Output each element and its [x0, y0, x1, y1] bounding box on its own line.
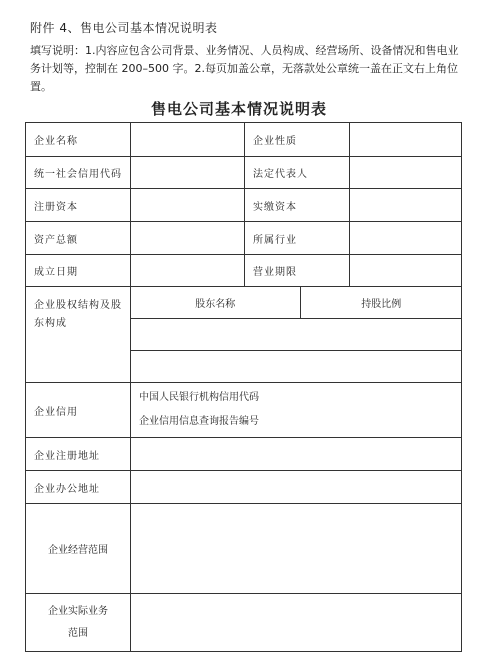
shareholder-row[interactable] — [131, 318, 462, 350]
pboc-code-label: 中国人民银行机构信用代码 — [139, 392, 259, 403]
company-nature-field[interactable] — [350, 123, 462, 157]
industry-field[interactable] — [350, 222, 462, 255]
business-term-label: 营业期限 — [245, 255, 350, 287]
business-term-field[interactable] — [350, 255, 462, 287]
business-scope-field[interactable] — [131, 504, 462, 594]
registered-capital-label: 注册资本 — [26, 189, 131, 222]
registered-capital-field[interactable] — [131, 189, 245, 222]
attachment-heading: 附件 4、售电公司基本情况说明表 — [30, 21, 218, 35]
shareholder-table — [131, 287, 462, 382]
office-address-field[interactable] — [131, 471, 462, 504]
credit-code-label: 统一社会信用代码 — [26, 157, 131, 189]
company-name-label: 企业名称 — [26, 123, 131, 157]
total-assets-field[interactable] — [131, 222, 245, 255]
credit-field[interactable] — [131, 383, 462, 438]
shareholder-section — [131, 287, 462, 383]
business-scope-label: 企业经营范围 — [26, 504, 131, 594]
total-assets-label: 资产总额 — [26, 222, 131, 255]
actual-business-field[interactable] — [131, 594, 462, 652]
legal-rep-field[interactable] — [350, 157, 462, 189]
legal-rep-label: 法定代表人 — [245, 157, 350, 189]
shareholder-row[interactable] — [131, 350, 462, 382]
established-label: 成立日期 — [26, 255, 131, 287]
company-name-field[interactable] — [131, 123, 245, 157]
credit-label: 企业信用 — [26, 383, 131, 438]
equity-structure-label: 企业股权结构及股东构成 — [26, 287, 131, 383]
credit-code-field[interactable] — [131, 157, 245, 189]
credit-report-label: 企业信用信息查询报告编号 — [139, 416, 259, 427]
office-address-label: 企业办公地址 — [26, 471, 131, 504]
paid-capital-field[interactable] — [350, 189, 462, 222]
actual-business-label: 企业实际业务范围 — [26, 594, 131, 652]
share-ratio-header: 持股比例 — [300, 287, 462, 318]
shareholder-name-header: 股东名称 — [131, 287, 300, 318]
registered-address-label: 企业注册地址 — [26, 438, 131, 471]
fill-instructions: 填写说明：1.内容应包含公司背景、业务情况、人员构成、经营场所、设备情况和售电业务计划等，控制在 200–500 字。2.每页加盖公章，无落款处公章统一盖在正文右上角位置。 — [30, 44, 459, 93]
paid-capital-label: 实缴资本 — [245, 189, 350, 222]
registered-address-field[interactable] — [131, 438, 462, 471]
company-nature-label: 企业性质 — [245, 123, 350, 157]
industry-label: 所属行业 — [245, 222, 350, 255]
company-info-table — [25, 122, 462, 652]
established-field[interactable] — [131, 255, 245, 287]
form-title: 售电公司基本情况说明表 — [150, 100, 327, 118]
